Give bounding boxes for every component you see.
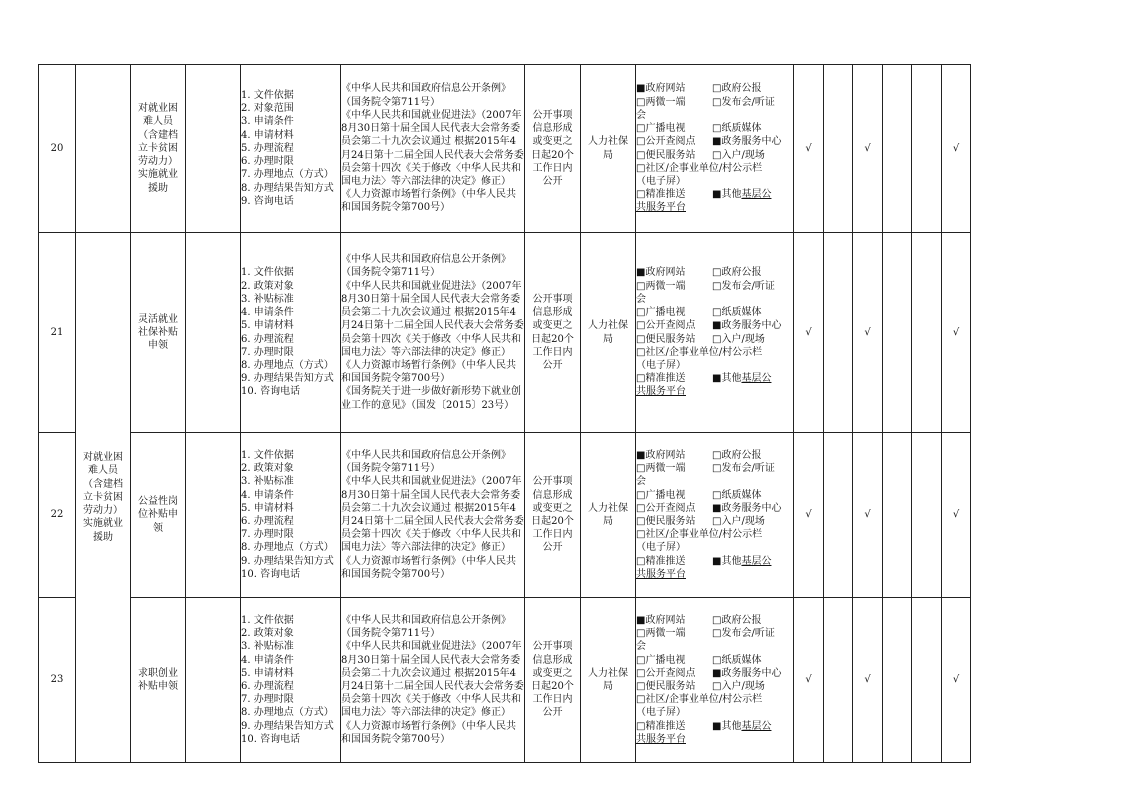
channel-row [636,96,793,109]
channel-option: □政府公报 [712,83,762,95]
row-number: 20 [39,65,76,233]
channel-option: □入户/现场 [712,333,765,345]
content-list-cell [241,433,341,598]
channel-cell [636,433,794,598]
content-line: 8. 办理地点（方式） [241,542,334,554]
check-cell [883,233,912,433]
group-item-line: 对就业困 [83,452,123,464]
channel-row: □社区/企事业单位/村公示栏 [636,346,763,358]
group-item-line: （含建档 [83,478,123,490]
channel-row [636,333,793,346]
group-item-line: 实施就业 [83,518,123,530]
item-name-line: 领 [153,522,163,534]
channel-option: ■政府网站 [636,83,686,95]
time-line: 日起20个 [531,516,574,527]
time-line: 工作日内 [532,346,573,358]
table-row [39,233,971,433]
row-number: 21 [39,233,76,433]
time-line: 日起20个 [531,681,574,692]
content-line: 10. 咨询电话 [241,568,301,580]
time-line: 或变更之 [532,667,573,679]
basis-cell [341,433,525,598]
content-line: 3. 补贴标准 [241,641,294,653]
channel-option: □广播电视 [636,307,686,319]
item-name-line: （含建档 [138,129,178,141]
time-limit-cell [525,598,581,763]
subject-line: 人力社保 [588,667,628,679]
subject-cell [581,65,636,233]
channel-other-underline: 共服务平台 [636,733,686,745]
empty-cell [76,65,131,233]
item-name-line: 公益性岗 [138,496,178,508]
time-line: 或变更之 [532,502,573,514]
content-line: 10. 咨询电话 [241,386,301,398]
row-number: 23 [39,598,76,763]
subject-line: 局 [603,149,613,161]
check-cell [883,65,912,233]
channel-row [636,266,793,279]
basis-paragraph: 《人力资源市场暂行条例》（中华人民共和国国务院令第700号） [341,189,516,214]
channel-row [636,555,793,568]
channel-option: □精准推送 [636,189,686,201]
channel-option: □公开查阅点 [636,667,696,679]
channel-row [636,489,793,502]
check-cell [912,65,942,233]
group-item-line: 难人员 [88,465,118,477]
content-line: 6. 办理流程 [241,681,294,692]
time-line: 工作日内 [532,162,573,174]
check-cell: √ [942,233,971,433]
channel-option: □入户/现场 [712,681,765,692]
channel-option: □发布会/听证 [712,628,775,640]
channel-option: □两微一端 [636,628,686,640]
item-name-line: 立卡贫困 [138,142,178,154]
channel-option: ■政务服务中心 [712,667,782,679]
channel-wrap: 会 [636,293,646,305]
channel-option: □公开查阅点 [636,320,696,332]
subject-cell [581,433,636,598]
time-line: 工作日内 [532,694,573,706]
basis-paragraph: 《人力资源市场暂行条例》（中华人民共和国国务院令第700号） [341,359,516,385]
basis-paragraph: 《中华人民共和国就业促进法》（2007年8月30日第十届全国人民代表大会常务委员会第二十九次会议通过 根据2015年4月24日第十二届全国人民代表大会常务委员会第十四次《关于修改〈中华人民共和国电力法〉等六部法律的决定》修正） [341,641,524,719]
item-name-cell [131,433,186,598]
content-line: 4. 申请条件 [241,654,294,666]
time-line: 公开 [542,175,563,187]
subject-line: 人力社保 [588,502,628,514]
channel-option: □广播电视 [636,489,686,501]
time-line: 公开事项 [532,641,573,653]
channel-row [636,319,793,332]
check-cell [824,65,853,233]
content-line: 5. 申请材料 [241,320,294,332]
content-line: 3. 申请条件 [241,116,294,128]
check-cell [824,598,853,763]
channel-other-underline: 基层公 [741,189,772,201]
content-line: 2. 政策对象 [241,280,294,292]
channel-row [636,306,793,319]
time-line: 日起20个 [531,149,574,161]
time-limit-cell [525,233,581,433]
channel-wrap: 会 [636,109,646,121]
channel-other-underline: 共服务平台 [636,202,686,214]
time-line: 公开 [542,542,563,554]
check-cell [912,598,942,763]
check-cell: √ [853,433,883,598]
channel-option: □入户/现场 [712,516,765,527]
time-limit-cell [525,433,581,598]
item-name-line: 对就业困 [138,103,178,115]
channel-option: □两微一端 [636,463,686,475]
channel-row [636,122,793,135]
channel-option: □便民服务站 [636,333,696,345]
time-line: 或变更之 [532,320,573,332]
content-line: 6. 办理流程 [241,333,294,345]
subject-line: 局 [603,333,613,345]
channel-option: □公开查阅点 [636,136,696,148]
channel-option: □公开查阅点 [636,502,696,514]
channel-option: ■政务服务中心 [712,136,782,148]
channel-row [636,188,793,201]
content-line: 9. 办理结果告知方式 [241,373,334,385]
channel-wrap: （电子屏） [636,359,686,371]
item-name-cell [131,65,186,233]
content-line: 5. 申请材料 [241,667,294,679]
item-name-cell [131,598,186,763]
basis-paragraph: 《中华人民共和国就业促进法》（2007年8月30日第十届全国人民代表大会常务委员会第二十九次会议通过 根据2015年4月24日第十二届全国人民代表大会常务委员会第十四次《关于修改〈中华人民共和国电力法〉等六部法律的决定》修正） [341,476,524,554]
check-cell: √ [794,233,824,433]
channel-wrap: 会 [636,476,646,488]
group-item-line: 立卡贫困 [83,491,123,503]
channel-wrap: 会 [636,641,646,653]
channel-option: □政府公报 [712,614,762,626]
channel-row [636,135,793,148]
channel-option: □广播电视 [636,123,686,135]
check-cell [824,233,853,433]
channel-option: □政府公报 [712,449,762,461]
disclosure-table [38,64,971,763]
channel-row [636,627,793,640]
channel-row: □社区/企事业单位/村公示栏 [636,529,763,541]
channel-option: ■政府网站 [636,614,686,626]
content-line: 8. 办理地点（方式） [241,359,334,371]
content-line: 1. 文件依据 [241,267,294,279]
channel-wrap: （电子屏） [636,175,686,187]
channel-option: ■其他 [712,555,742,567]
content-line: 3. 补贴标准 [241,476,294,488]
content-line: 6. 办理流程 [241,516,294,527]
channel-row [636,515,793,528]
row-number: 22 [39,433,76,598]
channel-row: □社区/企事业单位/村公示栏 [636,694,763,706]
time-limit-cell [525,65,581,233]
check-cell: √ [942,65,971,233]
check-cell: √ [794,433,824,598]
time-line: 公开事项 [532,293,573,305]
content-line: 7. 办理时限 [241,529,294,541]
channel-option: □精准推送 [636,555,686,567]
item-name-line: 难人员 [143,116,173,128]
channel-row [636,449,793,462]
channel-option: ■其他 [712,720,742,732]
channel-option: □入户/现场 [712,149,765,161]
empty-cell [186,65,241,233]
channel-option: ■政务服务中心 [712,502,782,514]
channel-row [636,462,793,475]
channel-wrap: （电子屏） [636,707,686,719]
channel-row: □社区/企事业单位/村公示栏 [636,162,763,174]
channel-cell [636,233,794,433]
content-line: 7. 办理时限 [241,694,294,706]
basis-paragraph: 《中华人民共和国政府信息公开条例》（国务院令第711号） [341,614,511,640]
content-line: 2. 政策对象 [241,463,294,475]
channel-option: □发布会/听证 [712,463,775,475]
content-line: 2. 政策对象 [241,628,294,640]
check-cell [912,233,942,433]
time-line: 公开 [542,707,563,719]
channel-other-underline: 基层公 [741,720,772,732]
content-line: 10. 咨询电话 [241,733,301,745]
content-line: 2. 对象范围 [241,103,294,115]
channel-option: □便民服务站 [636,681,696,692]
channel-cell [636,65,794,233]
channel-row [636,654,793,667]
content-line: 7. 办理时限 [241,346,294,358]
group-item-line: 援助 [93,531,113,543]
channel-other-underline: 共服务平台 [636,568,686,580]
content-line: 4. 申请条件 [241,489,294,501]
table-row [39,598,971,763]
channel-option: ■政府网站 [636,449,686,461]
basis-cell [341,598,525,763]
time-line: 或变更之 [532,136,573,148]
item-name-line: 求职创业 [138,667,178,679]
channel-option: ■其他 [712,373,742,385]
subject-line: 局 [603,681,613,692]
channel-option: □两微一端 [636,280,686,292]
channel-row [636,680,793,693]
time-line: 日起20个 [531,333,574,345]
time-line: 信息形成 [532,489,573,501]
channel-option: □便民服务站 [636,149,696,161]
item-name-line: 劳动力） [138,156,178,168]
content-line: 1. 文件依据 [241,614,294,626]
subject-line: 人力社保 [588,136,628,148]
channel-option: ■政府网站 [636,267,686,279]
item-name-line: 援助 [148,182,168,194]
content-line: 8. 办理结果告知方式 [241,182,334,194]
subject-line: 人力社保 [588,320,628,332]
basis-paragraph: 《人力资源市场暂行条例》（中华人民共和国国务院令第700号） [341,555,516,580]
item-name-cell [131,233,186,433]
group-item-cell [76,233,131,763]
item-name-line: 社保补贴 [138,326,178,338]
channel-cell [636,598,794,763]
channel-option: □广播电视 [636,654,686,666]
check-cell: √ [942,433,971,598]
empty-cell [186,433,241,598]
content-list-cell [241,233,341,433]
channel-option: □政府公报 [712,267,762,279]
channel-option: □纸质媒体 [712,307,762,319]
channel-row [636,149,793,162]
content-line: 1. 文件依据 [241,90,294,102]
check-cell: √ [853,233,883,433]
time-line: 公开事项 [532,476,573,488]
item-name-line: 申领 [148,340,168,352]
check-cell [912,433,942,598]
content-line: 3. 补贴标准 [241,293,294,305]
item-name-line: 补贴申领 [138,681,178,692]
channel-wrap: （电子屏） [636,542,686,554]
basis-cell [341,65,525,233]
channel-row [636,372,793,385]
empty-cell [186,598,241,763]
time-line: 信息形成 [532,123,573,135]
content-line: 5. 申请材料 [241,502,294,514]
channel-option: □便民服务站 [636,516,696,527]
subject-line: 局 [603,516,613,527]
content-line: 1. 文件依据 [241,449,294,461]
time-line: 工作日内 [532,529,573,541]
channel-row [636,614,793,627]
content-list-cell [241,598,341,763]
channel-option: □两微一端 [636,96,686,108]
basis-paragraph: 《中华人民共和国就业促进法》（2007年8月30日第十届全国人民代表大会常务委员会第二十九次会议通过 根据2015年4月24日第十二届全国人民代表大会常务委员会第十四次《关于修改〈中华人民共和国电力法〉等六部法律的决定》修正） [341,280,524,358]
content-line: 5. 办理流程 [241,142,294,154]
content-line: 9. 办理结果告知方式 [241,720,334,732]
channel-row [636,667,793,680]
content-line: 9. 办理结果告知方式 [241,555,334,567]
check-cell [824,433,853,598]
content-list-cell [241,65,341,233]
basis-paragraph: 《中华人民共和国政府信息公开条例》（国务院令第711号） [341,449,511,475]
channel-option: □精准推送 [636,373,686,385]
channel-other-underline: 基层公 [741,373,772,385]
item-name-line: 灵活就业 [138,313,178,325]
channel-option: □纸质媒体 [712,654,762,666]
channel-option: □精准推送 [636,720,686,732]
basis-paragraph: 《国务院关于进一步做好新形势下就业创业工作的意见》（国发〔2015〕23号） [341,386,521,411]
channel-option: □发布会/听证 [712,96,775,108]
basis-paragraph: 《中华人民共和国就业促进法》（2007年8月30日第十届全国人民代表大会常务委员会第二十九次会议通过 根据2015年4月24日第十二届全国人民代表大会常务委员会第十四次《关于修改〈中华人民共和国电力法〉等六部法律的决定》修正） [341,109,524,187]
check-cell [883,598,912,763]
basis-paragraph: 《中华人民共和国政府信息公开条例》（国务院令第711号） [341,83,511,108]
channel-row [636,502,793,515]
check-cell: √ [942,598,971,763]
content-line: 9. 咨询电话 [241,195,294,207]
item-name-line: 位补贴申 [138,509,178,521]
channel-row [636,82,793,95]
channel-option: □纸质媒体 [712,123,762,135]
channel-other-underline: 基层公 [741,555,772,567]
basis-paragraph: 《人力资源市场暂行条例》（中华人民共和国国务院令第700号） [341,720,516,745]
check-cell: √ [853,65,883,233]
table-row [39,433,971,598]
time-line: 公开 [542,359,563,371]
content-line: 4. 申请材料 [241,129,294,141]
time-line: 信息形成 [532,654,573,666]
content-line: 7. 办理地点（方式） [241,169,334,181]
channel-option: ■政务服务中心 [712,320,782,332]
empty-cell [186,233,241,433]
content-line: 8. 办理地点（方式） [241,707,334,719]
content-line: 4. 申请条件 [241,307,294,319]
subject-cell [581,598,636,763]
subject-cell [581,233,636,433]
group-item-line: 劳动力） [83,505,123,517]
channel-row [636,720,793,733]
content-line: 6. 办理时限 [241,156,294,168]
channel-option: ■其他 [712,189,742,201]
check-cell [883,433,912,598]
channel-other-underline: 共服务平台 [636,386,686,398]
channel-option: □纸质媒体 [712,489,762,501]
item-name-line: 实施就业 [138,169,178,181]
channel-row [636,280,793,293]
check-cell: √ [853,598,883,763]
basis-paragraph: 《中华人民共和国政府信息公开条例》（国务院令第711号） [341,254,511,279]
channel-option: □发布会/听证 [712,280,775,292]
table-row [39,65,971,233]
check-cell: √ [794,598,824,763]
time-line: 信息形成 [532,307,573,319]
check-cell: √ [794,65,824,233]
time-line: 公开事项 [532,109,573,121]
basis-cell [341,233,525,433]
